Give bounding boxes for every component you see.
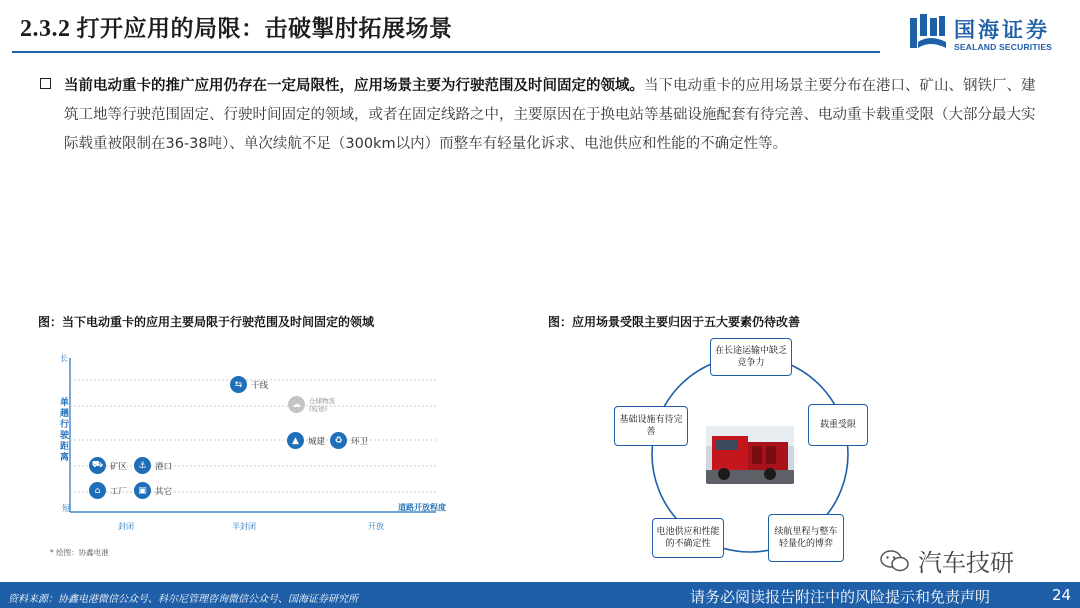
wechat-watermark	[880, 543, 1014, 578]
node-other	[134, 482, 172, 499]
section-title: 打开应用的局限：击破掣肘拓展场景	[76, 16, 453, 42]
data-source: 资料来源：协鑫电港微信公众号、科尔尼管理咨询微信公众号、国海证券研究所	[8, 594, 358, 605]
page-title	[20, 10, 453, 43]
page-footer	[0, 582, 1080, 608]
node-sanitation	[330, 432, 368, 449]
node-factory	[89, 482, 127, 499]
disclaimer-notice: 请务必阅读报告附注中的风险提示和免责声明	[690, 588, 991, 606]
right-figure-caption: 图：应用场景受限主要归因于五大要素仍待改善	[548, 315, 801, 329]
factor-load-limit: 载重受限	[808, 404, 868, 446]
trunk-road-icon: ⇆	[230, 376, 247, 393]
electric-truck-image	[706, 426, 794, 484]
chart-source-note: * 绘图：协鑫电港	[50, 548, 109, 557]
port-crane-icon: ⚓	[134, 457, 151, 474]
recycle-icon: ♻	[330, 432, 347, 449]
sealand-logo-icon	[908, 12, 948, 52]
watermark-text: 汽车技研	[918, 549, 1014, 577]
x-axis-title: 道路开放程度	[398, 503, 446, 512]
chart-axes	[36, 340, 456, 540]
node-label: 矿区	[110, 461, 128, 472]
paragraph-text	[64, 72, 1040, 159]
paragraph-body: 当下电动重卡的应用场景主要分布在港口、矿山、钢铁厂、建筑工地等行驶范围固定、行驶时间固定的领域，或者在固定线路之中，主要原因在于换电站等基础设施配套有待完善、电动重卡载重受限（大部分最大实际载重被限制在36-38吨）、单次续航不足（300km以内）而整车有轻量化诉求、电池供应和性能的不确定性等。	[64, 78, 1036, 152]
page-number: 24	[1052, 586, 1072, 604]
paragraph-bold-lead: 当前电动重卡的推广应用仍存在一定局限性，应用场景主要为行驶范围及时间固定的领域。	[64, 78, 644, 94]
factor-battery: 电池供应和性能的不确定性	[652, 518, 724, 558]
y-axis-low-label: 短	[62, 504, 70, 513]
node-label: 环卫	[351, 436, 369, 447]
mine-truck-icon: ⛟	[89, 457, 106, 474]
node-coldchain	[288, 396, 335, 413]
node-trunk	[230, 376, 268, 393]
square-bullet-icon	[40, 78, 51, 89]
factory-icon: ⌂	[89, 482, 106, 499]
factor-infrastructure: 基础设施有待完善	[614, 406, 688, 446]
node-label: 城建	[308, 436, 326, 447]
logo-english-name: SEALAND SECURITIES	[954, 42, 1053, 52]
x-tick-open: 开放	[368, 522, 384, 531]
node-label: 港口	[155, 461, 173, 472]
factor-long-haul: 在长途运输中缺乏竞争力	[710, 338, 792, 376]
node-label: 工厂	[110, 486, 128, 497]
header-divider	[12, 51, 880, 53]
node-urban	[287, 432, 325, 449]
box-icon: ▣	[134, 482, 151, 499]
company-logo	[908, 12, 1068, 56]
warehouse-icon: ☁	[288, 396, 305, 413]
node-label: 干线	[251, 380, 269, 391]
factor-range-weight: 续航里程与整车轻量化的博弈	[768, 514, 844, 562]
node-port	[134, 457, 172, 474]
five-factors-diagram	[600, 332, 900, 567]
main-paragraph	[40, 72, 1040, 159]
wechat-icon	[880, 550, 910, 572]
left-figure-caption: 图：当下电动重卡的应用主要局限于行驶范围及时间固定的领域	[38, 315, 375, 329]
scenario-position-chart	[36, 340, 456, 565]
node-label: 仓储物流 (短途)	[309, 396, 335, 413]
logo-chinese-name: 国海证券	[954, 18, 1050, 42]
y-axis-high-label: 长	[60, 354, 68, 363]
node-mine	[89, 457, 127, 474]
page-header	[0, 0, 1080, 58]
construction-icon: ▲	[287, 432, 304, 449]
x-tick-closed: 封闭	[118, 522, 134, 531]
node-label: 其它	[155, 486, 173, 497]
x-tick-semi-closed: 半封闭	[232, 522, 256, 531]
y-axis-title: 单趟行驶距离	[60, 398, 70, 463]
section-number: 2.3.2	[20, 16, 71, 42]
